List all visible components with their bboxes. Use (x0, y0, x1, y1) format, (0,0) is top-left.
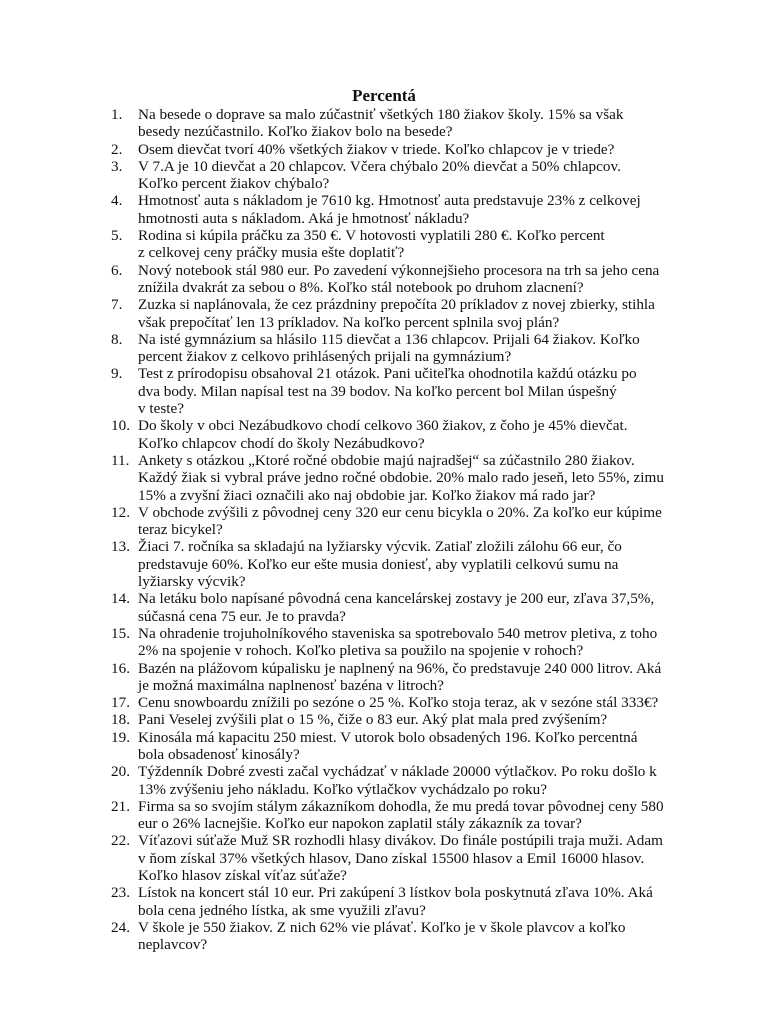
problem-number: 16. (111, 659, 130, 677)
problem-text (138, 919, 691, 954)
problem-text (138, 192, 691, 227)
problem-text-line: Rodina si kúpila práčku za 350 €. V hotovosti vyplatili 280 €. Koľko percent (138, 227, 605, 245)
problem-text-line: V 7.A je 10 dievčat a 20 chlapcov. Včera chýbalo 20% dievčat a 50% chlapcov. (138, 157, 621, 175)
problem-text-line: Koľko chlapcov chodí do školy Nezábudkovo? (138, 434, 425, 452)
problem-text (138, 538, 691, 590)
problem-text (138, 227, 691, 262)
problem-text-line: bola cena jedného lístka, ak sme využili zľavu? (138, 901, 426, 919)
problem-number: 11. (111, 451, 130, 469)
problem-text (138, 417, 691, 452)
problem-item (111, 590, 691, 625)
problem-number: 24. (111, 918, 130, 936)
problem-number: 17. (111, 694, 130, 712)
problem-number: 5. (111, 227, 123, 245)
problem-text-line: Osem dievčat tvorí 40% všetkých žiakov v triede. Koľko chlapcov je v triede? (138, 140, 615, 158)
problem-text (138, 884, 691, 919)
problem-item (111, 106, 691, 141)
problem-text-line: percent žiakov z celkovo prihlásených prijali na gymnázium? (138, 348, 512, 366)
problem-text (138, 729, 691, 764)
problem-number: 20. (111, 763, 130, 781)
problem-text (138, 262, 691, 297)
problem-number: 12. (111, 503, 130, 521)
problem-item (111, 729, 691, 764)
problem-text-line: neplavcov? (138, 936, 208, 954)
problem-text-line: V obchode zvýšili z pôvodnej ceny 320 eur cenu bicykla o 20%. Za koľko eur kúpime (138, 503, 662, 521)
problem-text-line: Bazén na plážovom kúpalisku je naplnený na 96%, čo predstavuje 240 000 litrov. Aká (138, 659, 662, 677)
problem-number: 15. (111, 624, 130, 642)
problem-text-line: Lístok na koncert stál 10 eur. Pri zakúpení 3 lístkov bola poskytnutá zľava 10%. Aká (138, 884, 653, 902)
problem-item (111, 227, 691, 262)
problem-text-line: znížila dvakrát za sebou o 8%. Koľko stál notebook po druhom zlacnení? (138, 278, 584, 296)
problem-number: 13. (111, 538, 130, 556)
problem-text-line: lyžiarsky výcvik? (138, 573, 246, 591)
problem-item (111, 262, 691, 297)
problem-item (111, 798, 691, 833)
problem-item (111, 884, 691, 919)
problem-text-line: Zuzka si naplánovala, že cez prázdniny prepočíta 20 príkladov z novej zbierky, stihla (138, 296, 655, 314)
problem-text-line: hmotnosti auta s nákladom. Aká je hmotnosť nákladu? (138, 209, 470, 227)
problem-text (138, 711, 691, 728)
problem-item (111, 538, 691, 590)
problem-number: 2. (111, 140, 123, 158)
problem-item (111, 763, 691, 798)
problem-text-line: 2% na spojenie v rohoch. Koľko pletiva sa použilo na spojenie v rohoch? (138, 642, 584, 660)
problem-list (111, 106, 691, 954)
problem-item (111, 660, 691, 695)
problem-number: 3. (111, 157, 123, 175)
problem-text-line: Kinosála má kapacitu 250 miest. V utorok bolo obsadených 196. Koľko percentná (138, 728, 638, 746)
problem-text (138, 660, 691, 695)
problem-text (138, 141, 691, 158)
problem-text-line: besedy nezúčastnilo. Koľko žiakov bolo na besede? (138, 123, 453, 141)
problem-item (111, 331, 691, 366)
problem-number: 22. (111, 832, 130, 850)
problem-text-line: 13% zvýšeniu jeho nákladu. Koľko výtlačkov vychádzalo po roku? (138, 780, 547, 798)
problem-text (138, 331, 691, 366)
problem-number: 10. (111, 417, 130, 435)
problem-text-line: eur o 26% lacnejšie. Koľko eur napokon zaplatil stály zákazník za tovar? (138, 815, 582, 833)
problem-number: 6. (111, 261, 123, 279)
problem-number: 9. (111, 365, 123, 383)
problem-item (111, 711, 691, 728)
problem-text-line: Na isté gymnázium sa hlásilo 115 dievčat a 136 chlapcov. Prijali 64 žiakov. Koľko (138, 330, 640, 348)
problem-item (111, 417, 691, 452)
problem-item (111, 158, 691, 193)
problem-item (111, 694, 691, 711)
problem-text (138, 832, 691, 884)
problem-text (138, 625, 691, 660)
problem-item (111, 832, 691, 884)
problem-text (138, 590, 691, 625)
problem-text (138, 452, 691, 504)
problem-text (138, 106, 691, 141)
problem-text-line: Týždenník Dobré zvesti začal vychádzať v náklade 20000 výtlačkov. Po roku došlo k (138, 763, 657, 781)
problem-item (111, 625, 691, 660)
problem-number: 14. (111, 590, 130, 608)
problem-text-line: Ankety s otázkou „Ktoré ročné obdobie majú najradšej“ sa zúčastnilo 280 žiakov. (138, 451, 635, 469)
problem-text-line: Nový notebook stál 980 eur. Po zavedení výkonnejšieho procesora na trh sa jeho cena (138, 261, 660, 279)
problem-text-line: Na ohradenie trojuholníkového staveniska sa spotrebovalo 540 metrov pletiva, z toho (138, 624, 658, 642)
problem-text (138, 504, 691, 539)
problem-number: 18. (111, 711, 130, 729)
problem-number: 7. (111, 296, 123, 314)
problem-text-line: Pani Veselej zvýšili plat o 15 %, čiže o 83 eur. Aký plat mala pred zvýšením? (138, 711, 608, 729)
problem-item (111, 452, 691, 504)
problem-text-line: Každý žiak si vybral práve jedno ročné obdobie. 20% malo rado jeseň, leto 55%, zimu (138, 469, 664, 487)
problem-number: 19. (111, 728, 130, 746)
problem-text-line: z celkovej ceny práčky musia ešte doplatiť? (138, 244, 405, 262)
problem-text (138, 158, 691, 193)
problem-text-line: 15% a zvyšní žiaci označili ako naj obdobie jar. Koľko žiakov má rado jar? (138, 486, 596, 504)
problem-text-line: teraz bicykel? (138, 521, 223, 539)
problem-text-line: bola obsadenosť kinosály? (138, 745, 300, 763)
problem-text (138, 798, 691, 833)
problem-text-line: Na letáku bolo napísané pôvodná cena kancelárskej zostavy je 200 eur, zľava 37,5%, (138, 590, 655, 608)
problem-text-line: Do školy v obci Nezábudkovo chodí celkovo 360 žiakov, z čoho je 45% dievčat. (138, 417, 628, 435)
problem-item (111, 192, 691, 227)
problem-text-line: súčasná cena 75 eur. Je to pravda? (138, 607, 346, 625)
problem-text (138, 694, 691, 711)
problem-item (111, 919, 691, 954)
problem-text-line: Koľko percent žiakov chýbalo? (138, 175, 330, 193)
page-title: Percentá (352, 86, 416, 105)
problem-text-line: Firma sa so svojím stálym zákazníkom dohodla, že mu predá tovar pôvodnej ceny 580 (138, 797, 664, 815)
problem-text (138, 365, 691, 417)
problem-item (111, 296, 691, 331)
problem-text-line: Koľko hlasov získal víťaz súťaže? (138, 867, 347, 885)
problem-text-line: Hmotnosť auta s nákladom je 7610 kg. Hmotnosť auta predstavuje 23% z celkovej (138, 192, 641, 210)
problem-text-line: Na besede o doprave sa malo zúčastniť všetkých 180 žiakov školy. 15% sa však (138, 106, 624, 123)
problem-number: 21. (111, 797, 130, 815)
problem-text-line: Test z prírodopisu obsahoval 21 otázok. Pani učiteľka ohodnotila každú otázku po (138, 365, 637, 383)
problem-text-line: V škole je 550 žiakov. Z nich 62% vie plávať. Koľko je v škole plavcov a koľko (138, 918, 626, 936)
problem-text (138, 296, 691, 331)
problem-text-line: v teste? (138, 400, 184, 418)
problem-number: 23. (111, 884, 130, 902)
problem-number: 1. (111, 106, 123, 123)
problem-text-line: Cenu snowboardu znížili po sezóne o 25 %. Koľko stoja teraz, ak v sezóne stál 333€? (138, 694, 659, 712)
problem-number: 4. (111, 192, 123, 210)
problem-item (111, 365, 691, 417)
problem-text-line: však prepočítať len 13 príkladov. Na koľko percent splnila svoj plán? (138, 313, 560, 331)
problem-number: 8. (111, 330, 123, 348)
problem-text-line: dva body. Milan napísal test na 39 bodov. Na koľko percent bol Milan úspešný (138, 382, 617, 400)
problem-text-line: Žiaci 7. ročníka sa skladajú na lyžiarsky výcvik. Zatiaľ zložili zálohu 66 eur, čo (138, 538, 622, 556)
problem-text-line: v ňom získal 37% všetkých hlasov, Dano získal 15500 hlasov a Emil 16000 hlasov. (138, 849, 645, 867)
problem-item (111, 504, 691, 539)
problem-text-line: je možná maximálna naplnenosť bazéna v litroch? (138, 676, 444, 694)
problem-text-line: Víťazovi súťaže Muž SR rozhodli hlasy divákov. Do finále postúpili traja muži. Adam (138, 832, 663, 850)
problem-item (111, 141, 691, 158)
problem-text-line: predstavuje 60%. Koľko eur ešte musia doniesť, aby vyplatili celkovú sumu na (138, 555, 619, 573)
problem-text (138, 763, 691, 798)
